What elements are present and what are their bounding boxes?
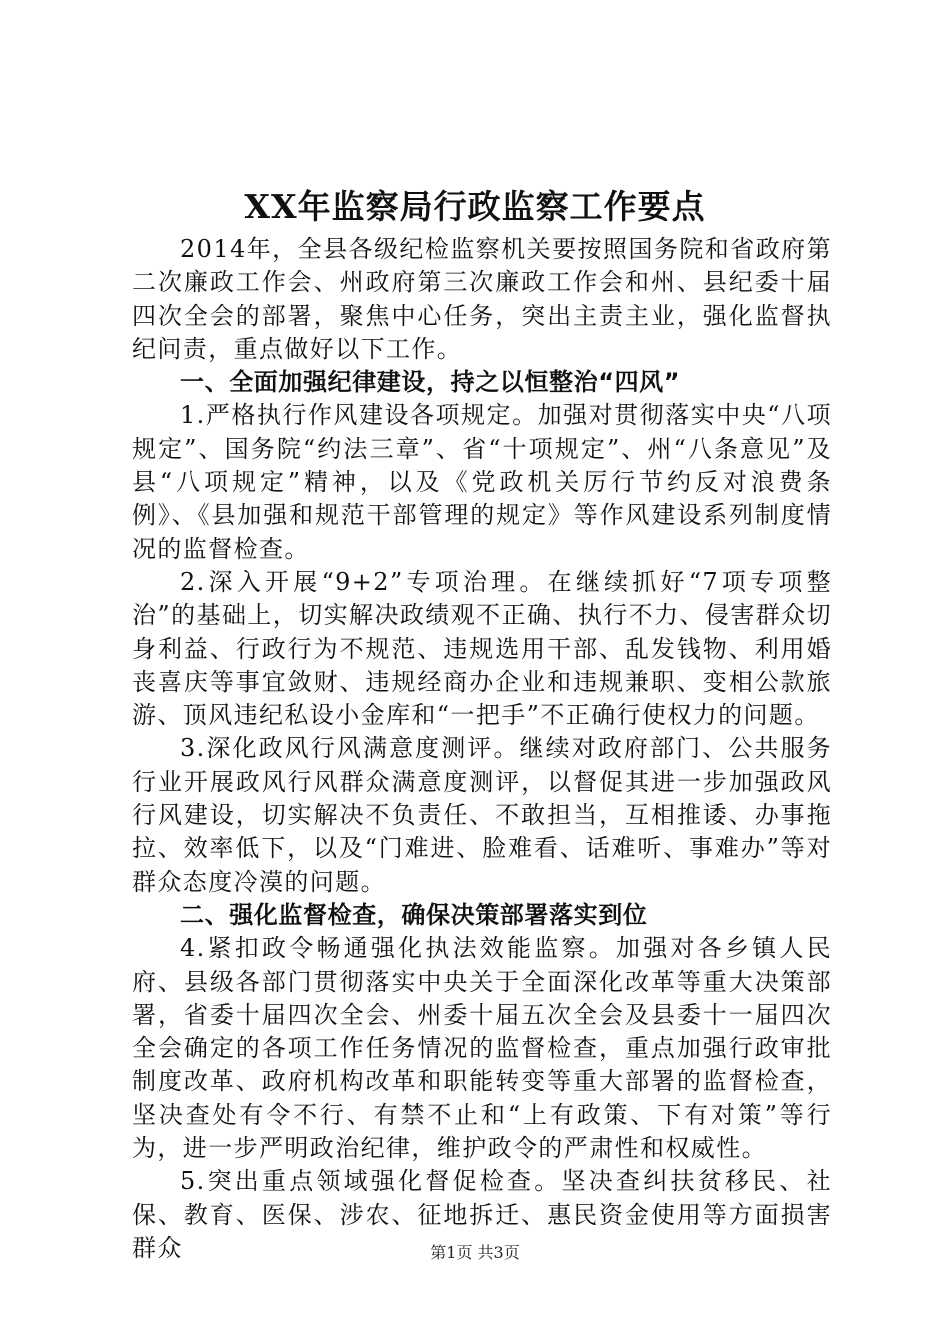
item-paragraph-4: 4.紧扣政令畅通强化执法效能监察。加强对各乡镇人民府、县级各部门贯彻落实中央关于全面深化改革等重大决策部署，省委十届四次全会、州委十届五次全会及县委十一届四次全会确定的各项工作任务情况的监督检查，重点加强行政审批制度改革、政府机构改革和职能转变等重大部署的监督检查，坚决查处有令不行、有禁不止和“上有政策、下有对策”等行为，进一步严明政治纪律，维护政令的严肃性和权威性。: [132, 934, 832, 1163]
item-paragraph-5: 5.突出重点领域强化督促检查。坚决查纠扶贫移民、社保、教育、医保、涉农、征地拆迁、惠民资金使用等方面损害群众: [132, 1167, 832, 1262]
page-number-footer: 第1页 共3页: [430, 1243, 520, 1262]
document-title: XX年监察局行政监察工作要点: [244, 187, 706, 226]
section-heading-1: 一、全面加强纪律建设，持之以恒整治“四风”: [180, 368, 681, 397]
item-paragraph-3: 3.深化政风行风满意度测评。继续对政府部门、公共服务行业开展政风行风群众满意度测评，以督促其进一步加强政风行风建设，切实解决不负责任、不敢担当，互相推诿、办事拖拉、效率低下，以及“门难进、脸难看、话难听、事难办”等对群众态度冷漠的问题。: [132, 734, 832, 896]
item-paragraph-2: 2.深入开展“9+2”专项治理。在继续抓好“7项专项整治”的基础上，切实解决政绩观不正确、执行不力、侵害群众切身利益、行政行为不规范、违规选用干部、乱发钱物、利用婚丧喜庆等事宜敛财、违规经商办企业和违规兼职、变相公款旅游、顶风违纪私设小金库和“一把手”不正确行使权力的问题。: [132, 567, 832, 730]
document-body: [132, 233, 832, 1265]
section-heading-2: 二、强化监督检查，确保决策部署落实到位: [180, 900, 648, 929]
item-paragraph-1: 1.严格执行作风建设各项规定。加强对贯彻落实中央“八项规定”、国务院“约法三章”、省“十项规定”、州“八条意见”及县“八项规定”精神，以及《党政机关厉行节约反对浪费条例》、《县加强和规范干部管理的规定》等作风建设系列制度情况的监督检查。: [132, 401, 832, 563]
intro-paragraph: 2014年，全县各级纪检监察机关要按照国务院和省政府第二次廉政工作会、州政府第三次廉政工作会和州、县纪委十届四次全会的部署，聚焦中心任务，突出主责主业，强化监督执纪问责，重点做好以下工作。: [132, 235, 832, 363]
